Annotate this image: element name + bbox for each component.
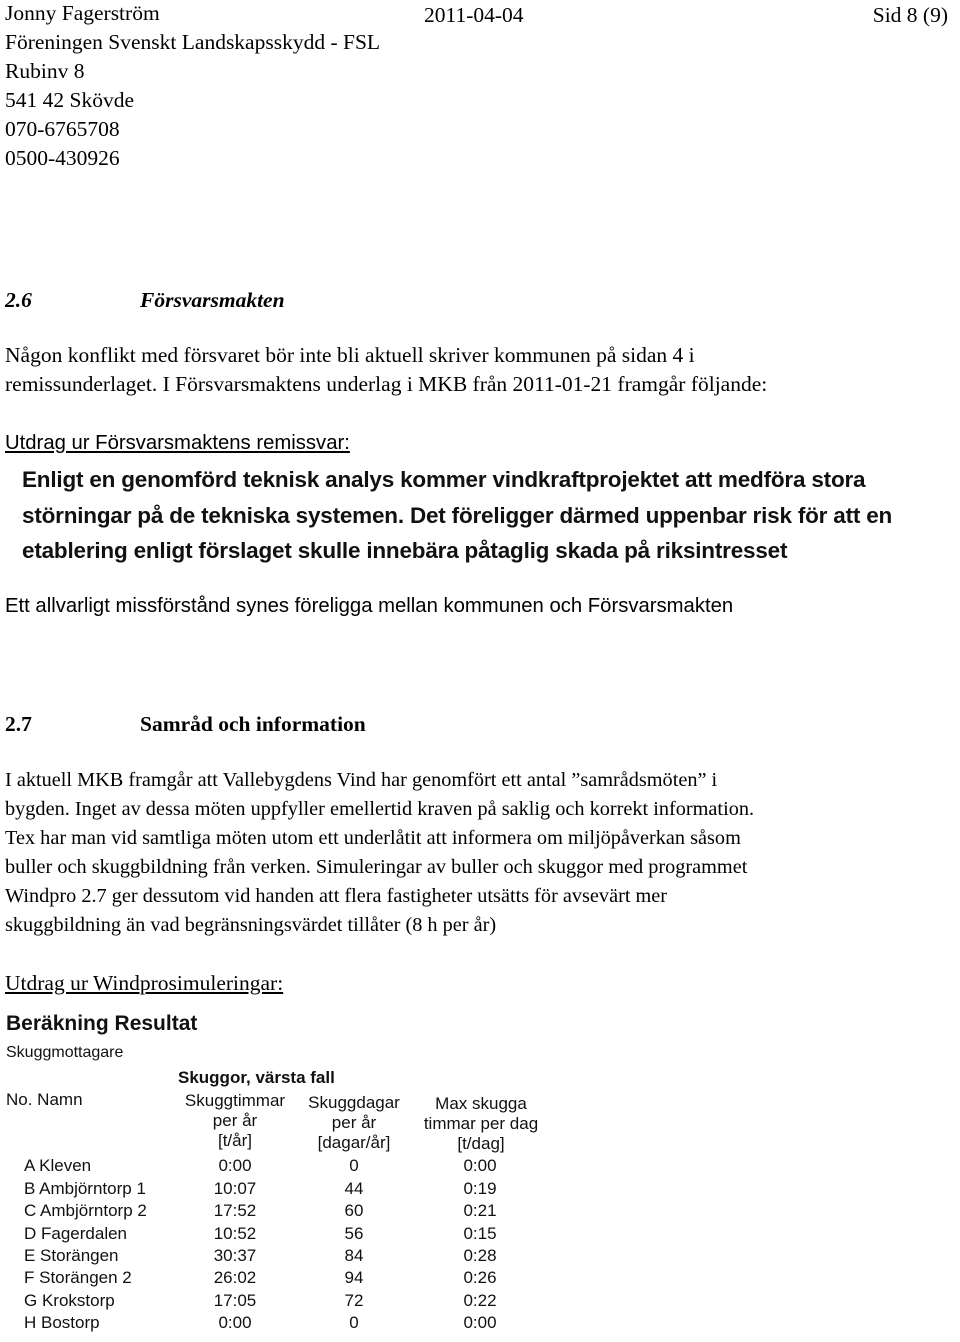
author-name: Jonny Fagerström xyxy=(5,1,160,25)
row-hours: 0:00 xyxy=(218,1156,252,1175)
excerpt-label-text: Utdrag ur Windprosimuleringar: xyxy=(5,971,284,995)
row-days: 94 xyxy=(344,1268,364,1287)
row-name: E Storängen xyxy=(24,1246,119,1265)
table-row xyxy=(0,1291,610,1313)
row-hours: 17:05 xyxy=(213,1291,257,1310)
row-max: 0:22 xyxy=(463,1291,497,1310)
document-date: 2011-04-04 xyxy=(424,3,524,27)
section-27-paragraph xyxy=(5,766,955,940)
table-row xyxy=(0,1201,610,1223)
paragraph-line: I aktuell MKB framgår att Vallebygdens Vind har genomfört ett antal ”samrådsmöten” i xyxy=(5,769,718,791)
conclusion-text: Ett allvarligt missförstånd synes föreligga mellan kommunen och Försvarsmakten xyxy=(5,595,734,617)
table-row xyxy=(0,1224,610,1246)
row-max: 0:19 xyxy=(463,1179,497,1198)
table-row xyxy=(0,1246,610,1268)
scanned-quote: Enligt en genomförd teknisk analys kommer vindkraftprojektet att medföra stora störningar på de tekniska systemen. Det föreligger därmed uppenbar risk för att en etablering enligt förslaget skulle innebära påtaglig skada på riksintresset xyxy=(22,467,893,563)
column-header-line: per år xyxy=(212,1111,258,1130)
row-max: 0:00 xyxy=(463,1313,497,1332)
row-hours: 30:37 xyxy=(213,1246,257,1265)
row-name: D Fagerdalen xyxy=(24,1224,128,1243)
excerpt-label-remissvar xyxy=(5,433,350,453)
table-row xyxy=(0,1268,610,1290)
table-title: Beräkning Resultat xyxy=(6,1012,198,1035)
paragraph-line: skuggbildning än vad begränsningsvärdet tillåter (8 h per år) xyxy=(5,914,497,936)
row-name: F Storängen 2 xyxy=(24,1268,132,1287)
row-name: G Krokstorp xyxy=(24,1291,115,1310)
row-days: 44 xyxy=(344,1179,364,1198)
column-header-line: [t/år] xyxy=(217,1131,252,1150)
excerpt-label-text: Utdrag ur Försvarsmaktens remissvar: xyxy=(5,432,350,454)
row-days: 56 xyxy=(344,1224,364,1243)
row-name: C Ambjörntorp 2 xyxy=(24,1201,147,1220)
column-header-line: [dagar/år] xyxy=(317,1133,391,1152)
column-header-line: Skuggdagar xyxy=(308,1093,400,1112)
organization-name: Föreningen Svenskt Landskapsskydd - FSL xyxy=(5,30,381,54)
section-title-forsvarsmakten: Försvarsmakten xyxy=(140,288,285,312)
column-header-line: per år xyxy=(331,1113,377,1132)
phone-mobile: 070-6765708 xyxy=(5,117,120,141)
paragraph-line: Windpro 2.7 ger dessutom vid handen att flera fastigheter utsätts för avsevärt mer xyxy=(5,885,668,907)
row-max: 0:26 xyxy=(463,1268,497,1287)
postal-address: 541 42 Skövde xyxy=(5,88,134,112)
row-hours: 17:52 xyxy=(213,1201,257,1220)
row-hours: 10:52 xyxy=(213,1224,257,1243)
street-address: Rubinv 8 xyxy=(5,59,85,83)
row-name: B Ambjörntorp 1 xyxy=(24,1179,146,1198)
table-group-header: Skuggor, värsta fall xyxy=(178,1068,335,1087)
row-max: 0:00 xyxy=(463,1156,497,1175)
row-hours: 26:02 xyxy=(213,1268,257,1287)
page-number: Sid 8 (9) xyxy=(872,3,948,27)
row-name: A Kleven xyxy=(24,1156,92,1175)
row-hours: 0:00 xyxy=(218,1313,252,1332)
paragraph-line: Tex har man vid samtliga möten utom ett underlåtit att informera om miljöpåverkan såsom xyxy=(5,827,741,849)
row-days: 60 xyxy=(344,1201,364,1220)
row-days: 84 xyxy=(344,1246,364,1265)
table-row xyxy=(0,1179,610,1201)
column-header-line: timmar per dag xyxy=(423,1114,539,1133)
column-header-line: Skuggtimmar xyxy=(184,1091,286,1110)
row-max: 0:28 xyxy=(463,1246,497,1265)
row-days: 0 xyxy=(349,1313,359,1332)
column-header-max xyxy=(414,1094,548,1154)
row-hours: 10:07 xyxy=(213,1179,257,1198)
section-title-samrad: Samråd och information xyxy=(140,712,366,736)
section-number-2-6: 2.6 xyxy=(5,288,32,312)
column-header-hours xyxy=(175,1091,295,1151)
paragraph-line: buller och skuggbildning från verken. Simuleringar av buller och skuggor med programmet xyxy=(5,856,748,878)
section-number-2-7: 2.7 xyxy=(5,712,32,736)
paragraph-line: Någon konflikt med försvaret bör inte bli aktuell skriver kommunen på sidan 4 i xyxy=(5,343,695,367)
row-max: 0:15 xyxy=(463,1224,497,1243)
phone-landline: 0500-430926 xyxy=(5,146,120,170)
table-row xyxy=(0,1313,610,1335)
column-header-line: Max skugga xyxy=(435,1094,527,1113)
paragraph-line: remissunderlaget. I Försvarsmaktens underlag i MKB från 2011-01-21 framgår följande: xyxy=(5,372,768,396)
row-name: H Bostorp xyxy=(24,1313,100,1332)
row-days: 0 xyxy=(349,1156,359,1175)
row-days: 72 xyxy=(344,1291,364,1310)
table-subtitle: Skuggmottagare xyxy=(6,1044,124,1061)
excerpt-label-windpro xyxy=(5,973,283,995)
table-row xyxy=(0,1156,610,1178)
column-header-no-name: No. Namn xyxy=(6,1090,83,1109)
paragraph-line: bygden. Inget av dessa möten uppfyller emellertid kraven på saklig och korrekt information. xyxy=(5,798,755,820)
column-header-line: [t/dag] xyxy=(457,1134,505,1153)
column-header-days xyxy=(296,1093,412,1153)
row-max: 0:21 xyxy=(463,1201,497,1220)
shadow-results-table xyxy=(0,1008,610,1342)
